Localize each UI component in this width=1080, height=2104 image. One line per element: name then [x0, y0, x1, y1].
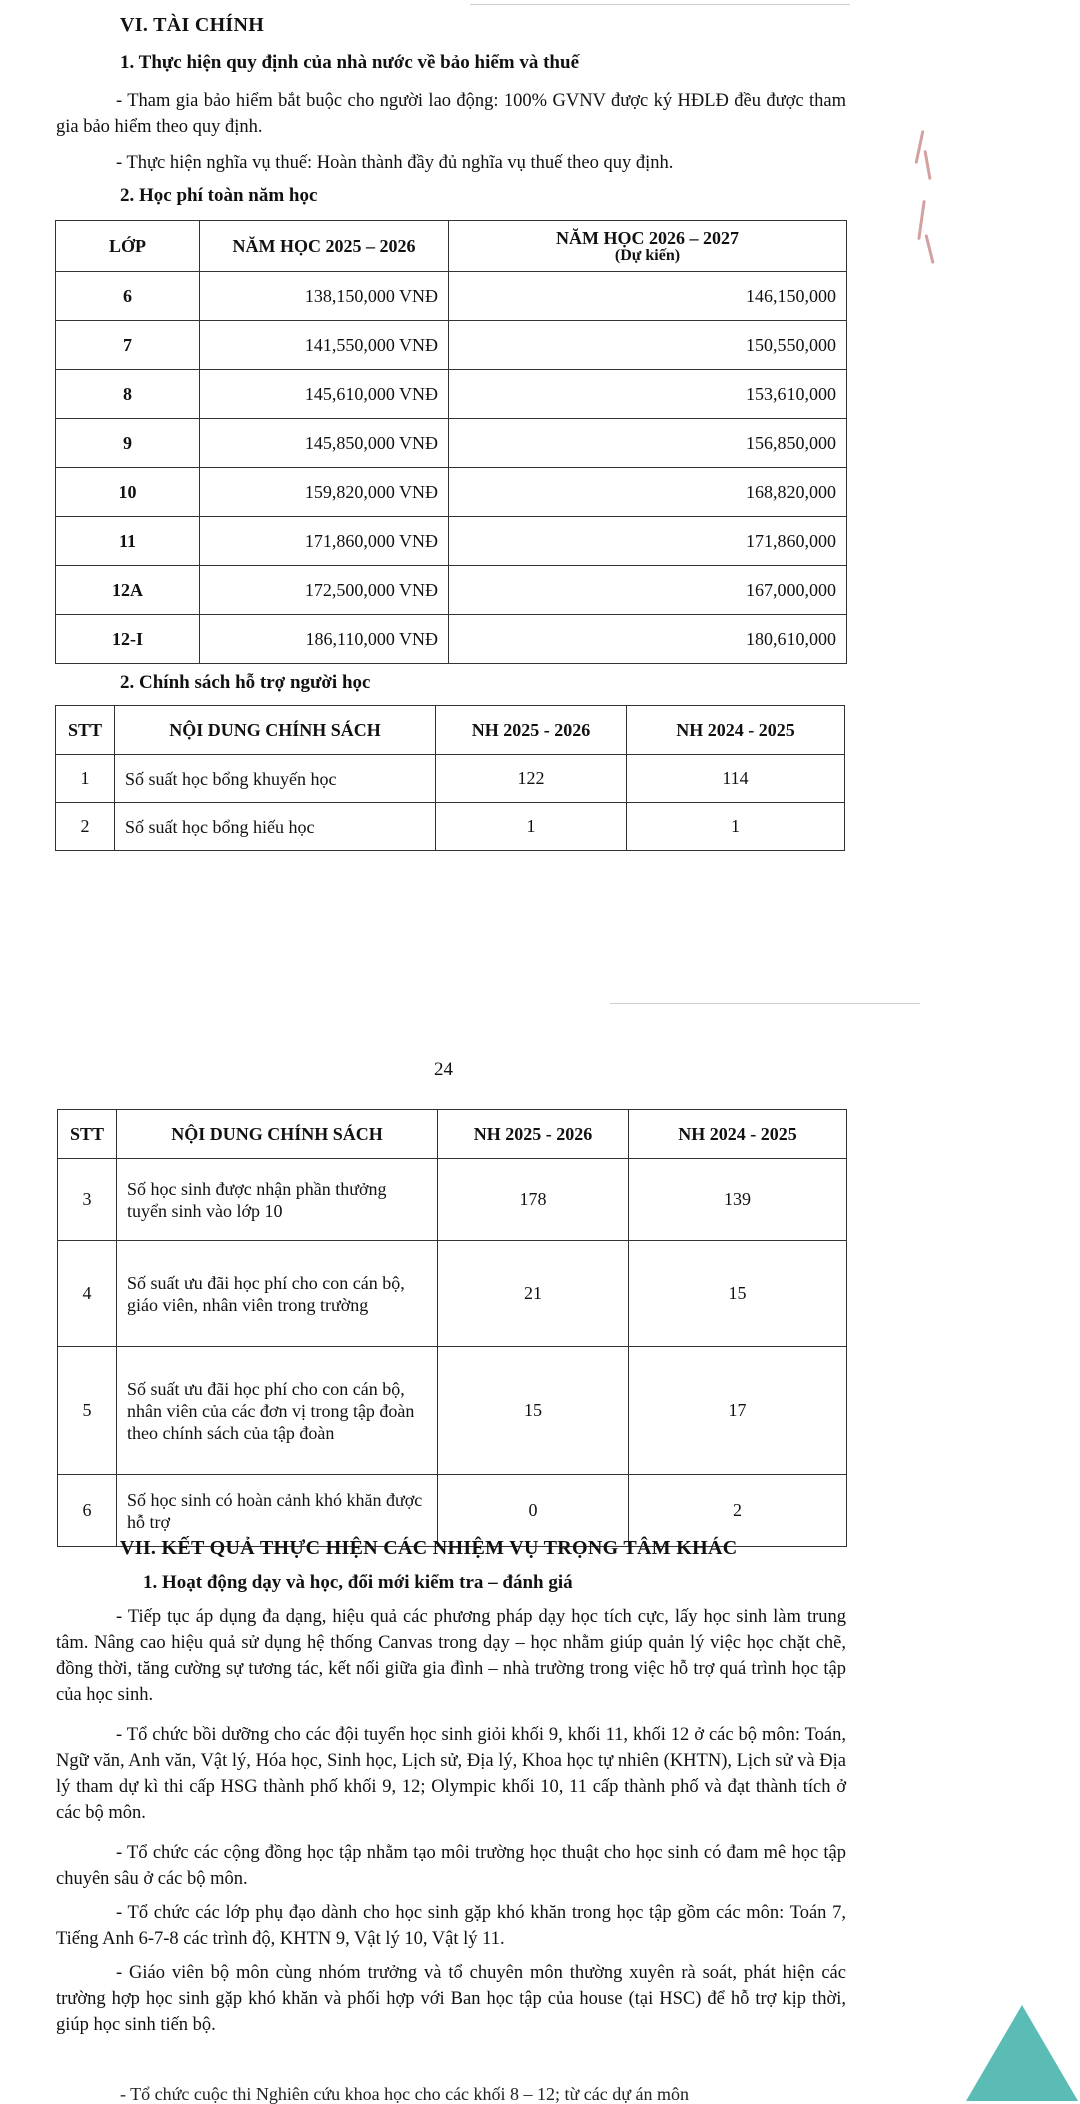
header-nh-2025: NH 2025 - 2026 [438, 1110, 629, 1159]
section-7-title: VII. KẾT QUẢ THỰC HIỆN CÁC NHIỆM VỤ TRỌNG TÂM KHÁC [120, 1537, 738, 1559]
table-row: 9 145,850,000 VNĐ 156,850,000 [56, 419, 847, 468]
table-row: 11 171,860,000 VNĐ 171,860,000 [56, 517, 847, 566]
section-6-title: VI. TÀI CHÍNH [120, 14, 265, 36]
section-6-2-heading: 2. Học phí toàn năm học [120, 185, 318, 206]
header-policy-content: NỘI DUNG CHÍNH SÁCH [117, 1110, 438, 1159]
table-row: 12A 172,500,000 VNĐ 167,000,000 [56, 566, 847, 615]
support-policy-table-part-2 [57, 1109, 847, 1547]
page-break-divider [610, 1003, 920, 1004]
table-row: 7 141,550,000 VNĐ 150,550,000 [56, 321, 847, 370]
header-nh-2025: NH 2025 - 2026 [436, 706, 627, 755]
table-row: 6 138,150,000 VNĐ 146,150,000 [56, 272, 847, 321]
table-row: 5 Số suất ưu đãi học phí cho con cán bộ, nhân viên của các đơn vị trong tập đoàn theo chính sách của tập đoàn 15 17 [58, 1347, 847, 1475]
header-stt: STT [58, 1110, 117, 1159]
header-policy-content: NỘI DUNG CHÍNH SÁCH [115, 706, 436, 755]
table-row: 8 145,610,000 VNĐ 153,610,000 [56, 370, 847, 419]
table-header-row [56, 706, 845, 755]
header-nh-2024: NH 2024 - 2025 [627, 706, 845, 755]
paragraph-remedial-classes: - Tổ chức các lớp phụ đạo dành cho học sinh gặp khó khăn trong học tập gồm các môn: Toán 7, Tiếng Anh 6-7-8 các trình độ, KHTN 9, Vật lý 10, Vật lý 11. [56, 1903, 846, 1949]
header-class: LỚP [56, 221, 200, 272]
section-6-3-heading: 2. Chính sách hỗ trợ người học [120, 672, 371, 693]
scroll-top-triangle-icon[interactable] [966, 2005, 1078, 2101]
table-header-row [56, 221, 847, 272]
table-row: 3 Số học sinh được nhận phần thưởng tuyển sinh vào lớp 10 178 139 [58, 1159, 847, 1241]
table-row: 2 Số suất học bổng hiếu học 1 1 [56, 803, 845, 851]
paragraph-cut-off: - Tổ chức cuộc thi Nghiên cứu khoa học cho các khối 8 – 12; từ các dự án môn [120, 2084, 690, 2104]
table-row: 12-I 186,110,000 VNĐ 180,610,000 [56, 615, 847, 664]
paragraph-tax: - Thực hiện nghĩa vụ thuế: Hoàn thành đầy đủ nghĩa vụ thuế theo quy định. [116, 153, 674, 173]
table-row: 10 159,820,000 VNĐ 168,820,000 [56, 468, 847, 517]
table-row: 6 Số học sinh có hoàn cảnh khó khăn được hỗ trợ 0 2 [58, 1475, 847, 1547]
header-year-2026: NĂM HỌC 2026 – 2027 (Dự kiến) [449, 221, 847, 272]
header-year-2025: NĂM HỌC 2025 – 2026 [200, 221, 449, 272]
table-row: 4 Số suất ưu đãi học phí cho con cán bộ, giáo viên, nhân viên trong trường 21 15 [58, 1241, 847, 1347]
stamp-edge-mark [908, 130, 944, 270]
section-7-1-heading: 1. Hoạt động dạy và học, đổi mới kiểm tra – đánh giá [143, 1572, 573, 1593]
paragraph-teaching-methods: - Tiếp tục áp dụng đa dạng, hiệu quả các phương pháp dạy học tích cực, lấy học sinh làm trung tâm. Nâng cao hiệu quả sử dụng hệ thống Canvas trong dạy – học nhằm giúp quản lý việc học chặt chẽ, đồng thời, tăng cường sự tương tác, kết nối giữa gia đình – nhà trường trong việc hỗ trợ quá trình học tập của học sinh. [56, 1607, 846, 1705]
paragraph-learning-communities: - Tổ chức các cộng đồng học tập nhằm tạo môi trường học thuật cho học sinh có đam mê học tập chuyên sâu ở các bộ môn. [56, 1843, 846, 1889]
header-stt: STT [56, 706, 115, 755]
table-row: 1 Số suất học bổng khuyến học 122 114 [56, 755, 845, 803]
paragraph-teacher-review: - Giáo viên bộ môn cùng nhóm trưởng và tổ chuyên môn thường xuyên rà soát, phát hiện các trường hợp học sinh gặp khó khăn và phối hợp với Ban học tập của house (tại HSC) để hỗ trợ kịp thời, giúp học sinh tiến bộ. [56, 1963, 846, 2035]
header-nh-2024: NH 2024 - 2025 [629, 1110, 847, 1159]
top-divider [470, 4, 850, 5]
support-policy-table-part-1 [55, 705, 845, 851]
table-header-row [58, 1110, 847, 1159]
page-number: 24 [434, 1059, 453, 1080]
tuition-fee-table [55, 220, 847, 664]
paragraph-insurance: - Tham gia bảo hiểm bắt buộc cho người lao động: 100% GVNV được ký HĐLĐ đều được tham gia bảo hiểm theo quy định. [56, 91, 846, 137]
section-6-1-heading: 1. Thực hiện quy định của nhà nước về bảo hiểm và thuế [120, 52, 579, 73]
paragraph-gifted-training: - Tổ chức bồi dưỡng cho các đội tuyển học sinh giỏi khối 9, khối 11, khối 12 ở các bộ môn: Toán, Ngữ văn, Anh văn, Vật lý, Hóa học, Sinh học, Lịch sử, Địa lý, Khoa học tự nhiên (KHTN), Lịch sử và Địa lý tham dự kì thi cấp HSG thành phố khối 9, 12; Olympic khối 10, 11 cấp thành phố và đạt thành tích ở các bộ môn. [56, 1725, 846, 1823]
